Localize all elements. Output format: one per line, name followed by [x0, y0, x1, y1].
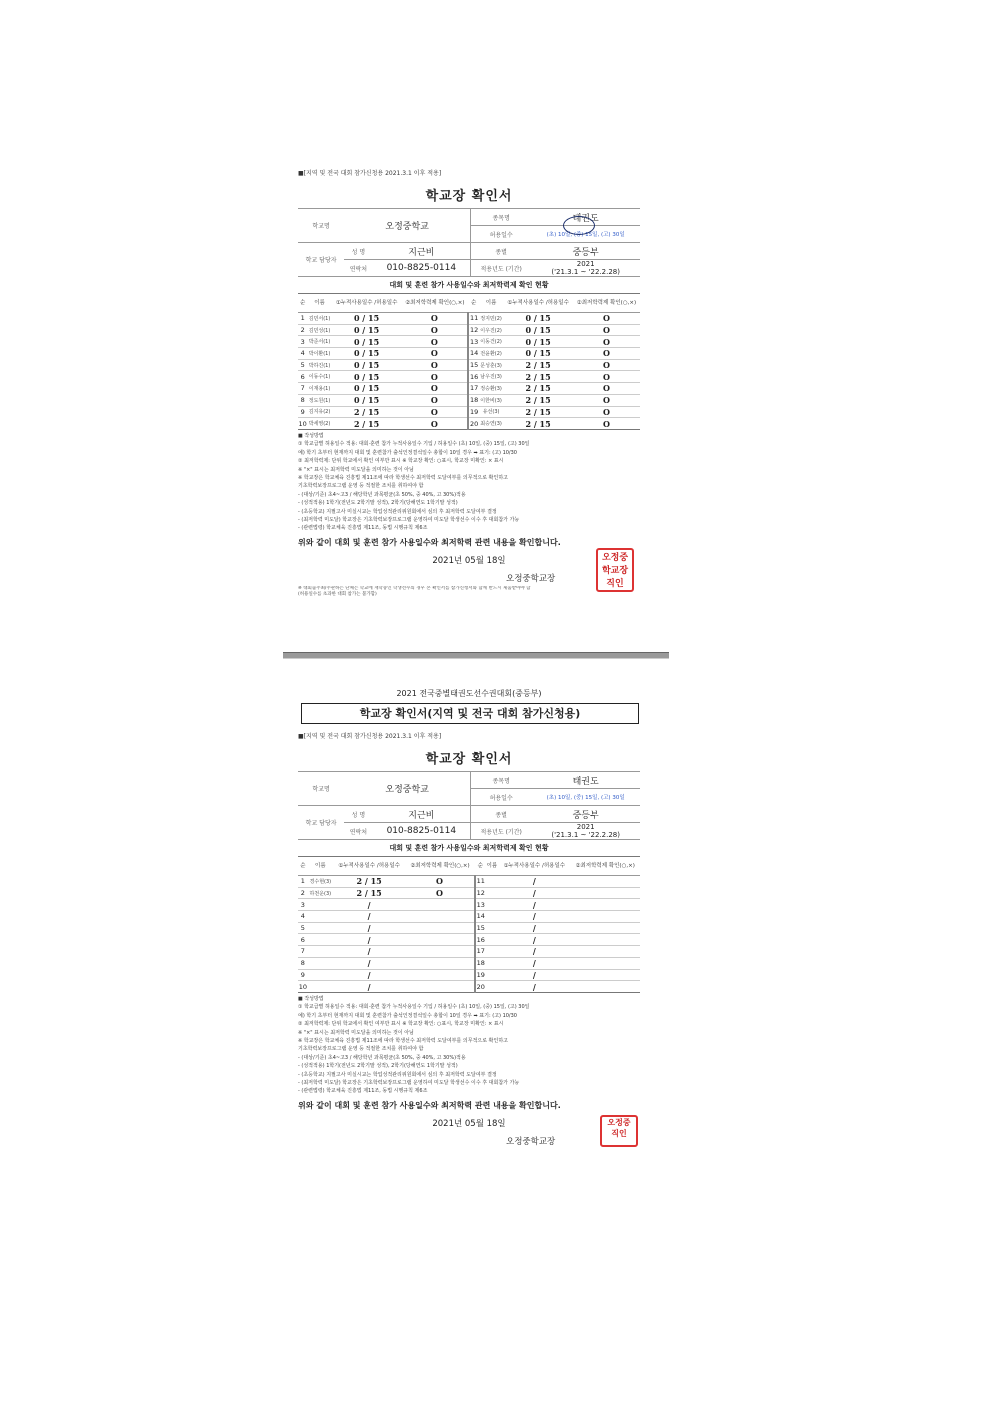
instruction-line: - (대상/기준) 초4~고3 / 해당학년 과목평균(초 50%, 중 40%, 고 30%)적용 [298, 1054, 466, 1061]
row-number: 20 [470, 419, 479, 428]
student-name [486, 957, 498, 969]
academic-check [570, 934, 640, 946]
academic-check: O [573, 336, 640, 348]
student-name [486, 934, 498, 946]
roster-body [298, 313, 640, 430]
academic-check [570, 969, 640, 981]
row-number: 3 [298, 336, 307, 348]
school-label: 학교명 [298, 209, 344, 243]
student-name [486, 969, 498, 981]
footer-line: (허용일수를 초과한 대회 참가는 불가함) [298, 592, 377, 597]
row-number: 16 [476, 935, 485, 944]
days-used: 2 / 15 [503, 371, 573, 383]
table-row [298, 359, 640, 371]
row-number: 14 [470, 349, 479, 358]
table-row [298, 383, 640, 395]
year-label: 적용년도 (기간) [471, 260, 532, 277]
school-name: 오정중학교 [344, 772, 470, 806]
days-used: 0 / 15 [503, 313, 573, 325]
table-row [298, 899, 640, 911]
row-number: 2 [298, 887, 308, 899]
official-seal [600, 1115, 638, 1147]
row-number: 1 [298, 876, 308, 888]
days-used: / [333, 911, 405, 923]
instruction-line: ※ "×" 표시는 최저학력 미도달을 의미하는 것이 아님 [298, 466, 414, 473]
allowed-days-label: 허용일수 [471, 226, 532, 243]
days-used: / [498, 934, 570, 946]
student-name: 정도원(1) [307, 394, 331, 406]
academic-check: O [573, 359, 640, 371]
student-name [308, 981, 333, 993]
table-row [298, 957, 640, 969]
confirmation-statement: 위와 같이 대회 및 훈련 참가 사용일수와 최저학력 관련 내용을 확인합니다. [298, 1100, 561, 1110]
days-used: 2 / 15 [333, 876, 405, 888]
table-row [298, 946, 640, 958]
year: 2021 [576, 823, 595, 831]
table-row [298, 887, 640, 899]
manager-name: 지근비 [373, 806, 471, 823]
student-name: 전윤환(2) [479, 348, 503, 360]
instruction-line: - (관련법령) 학교체육 진흥법 제11조, 동법 시행규칙 제6조 [298, 525, 428, 532]
sport-label: 종목명 [471, 209, 532, 226]
row-number: 2 [298, 324, 307, 336]
roster-body [298, 876, 640, 993]
name-label: 성 명 [344, 806, 372, 823]
academic-check [570, 887, 640, 899]
row-number: 8 [298, 957, 308, 969]
division-label: 종별 [471, 243, 532, 260]
row-number: 12 [470, 326, 479, 335]
instruction-line: - (관련법령) 학교체육 진흥법 제11조, 동법 시행규칙 제6조 [298, 1088, 428, 1095]
days-used: / [498, 957, 570, 969]
table-row [298, 371, 640, 383]
row-number: 13 [476, 900, 485, 909]
row-number: 11 [470, 314, 479, 323]
days-used: 0 / 15 [332, 359, 402, 371]
roster-subtitle: 대회 및 훈련 참가 사용일수와 최저학력제 확인 현황 [389, 844, 549, 852]
student-name: 김지유(2) [307, 406, 331, 418]
days-used: 0 / 15 [503, 336, 573, 348]
days-used: / [498, 887, 570, 899]
year-label: 적용년도 (기간) [471, 823, 532, 840]
division-value: 중등부 [531, 243, 640, 260]
application-note: ■[지역 및 전국 대회 참가신청용 2021.3.1 이후 적용] [298, 733, 442, 740]
col-days: ①누적사용일수 /허용일수 [498, 857, 570, 876]
table-row [298, 969, 640, 981]
days-used: / [498, 922, 570, 934]
row-number: 14 [476, 912, 485, 921]
academic-check [405, 946, 475, 958]
col-no: 순 [298, 294, 307, 313]
certificate-document-2 [298, 731, 640, 1147]
sport-label: 종목명 [471, 772, 532, 789]
academic-check [405, 934, 475, 946]
page-divider [283, 652, 669, 659]
seal-line: 학교장 [601, 566, 629, 576]
days-used: 0 / 15 [332, 383, 402, 395]
col-name: 이름 [486, 857, 498, 876]
student-name: 정승환(3) [479, 383, 503, 395]
instruction-line: 기초학력보장프로그램 운영 등 적절한 조치를 취하여야 함 [298, 1046, 424, 1053]
division-value: 중등부 [531, 806, 640, 823]
academic-check [570, 981, 640, 993]
student-name [308, 946, 333, 958]
col-check: ②최저학력제 확인(○,×) [405, 857, 475, 876]
instruction-line: 예) 학기 초부터 현재까지 대회 및 훈련참가 출석인정결석일수 총합이 10일 경우 ➡ 표기: (고) 10/30 [298, 449, 517, 456]
division-label: 종별 [471, 806, 532, 823]
student-name: 박하진(1) [307, 359, 331, 371]
days-used: 0 / 15 [332, 394, 402, 406]
row-number: 9 [298, 969, 308, 981]
school-name: 오정중학교 [344, 209, 470, 243]
days-used: 0 / 15 [503, 324, 573, 336]
row-number: 11 [476, 877, 485, 886]
row-number: 16 [470, 372, 479, 381]
academic-check: O [573, 324, 640, 336]
academic-check: O [401, 394, 468, 406]
school-info-table [298, 771, 640, 840]
instruction-line: - (성적적용) 1학기(전년도 2학기말 성적), 2학기(당해연도 1학기말 성적) [298, 1063, 458, 1070]
student-name [308, 922, 333, 934]
academic-check: O [573, 313, 640, 325]
student-name [308, 911, 333, 923]
principal-signature: 오정중학교장 [506, 574, 556, 584]
seal-line: 오정중 [607, 1118, 631, 1127]
instruction-line: ※ "×" 표시는 최저학력 미도달을 의미하는 것이 아님 [298, 1029, 414, 1036]
period: ('21.3.1 ~ '22.2.28) [551, 268, 620, 276]
sport-value: 태권도 [531, 772, 640, 789]
instruction-line: - (최저학력 미도달) 학교장은 기초학력보장프로그램 운영하여 미도달 학생선수 이수 후 대회참가 가능 [298, 516, 520, 523]
col-days: ①누적사용일수 /허용일수 [332, 294, 402, 313]
allowed-days-value: (초) 10일, (중) 15일, (고) 30일 [531, 789, 640, 806]
row-number: 18 [476, 959, 485, 968]
row-number: 12 [476, 889, 485, 898]
row-number: 6 [298, 371, 307, 383]
academic-check [405, 922, 475, 934]
instruction-line: - (초등학교) 지필고사 미실시교는 학업성적관리위원회에서 심의 후 최저학력 도달여부 결정 [298, 508, 497, 515]
academic-check [570, 899, 640, 911]
student-name: 남우진(3) [479, 371, 503, 383]
issue-date: 2021년 05월 18일 [432, 1118, 506, 1129]
row-number: 10 [298, 982, 307, 991]
col-no: 순 [468, 294, 478, 313]
instructions-list [298, 1003, 640, 1095]
manager-label: 학교 담당자 [298, 806, 344, 840]
days-used: 0 / 15 [503, 348, 573, 360]
table-row [298, 313, 640, 325]
allowed-days-label: 허용일수 [471, 789, 532, 806]
days-used: / [498, 899, 570, 911]
table-row [298, 876, 640, 888]
instruction-line: ① 학교급별 허용일수 적용: 대회·훈련 참가 누적사용일수 기입 / 허용일수 (초) 10일, (중) 15일, (고) 30일 [298, 1004, 530, 1011]
allowed-days-value: (초) 10일, (중) 15일, (고) 30일 [531, 226, 640, 243]
academic-check: O [401, 336, 468, 348]
roster-subtitle: 대회 및 훈련 참가 사용일수와 최저학력제 확인 현황 [389, 281, 549, 289]
row-number: 8 [298, 394, 307, 406]
seal-line: 직인 [606, 579, 624, 589]
student-name: 문성훈(3) [479, 359, 503, 371]
days-used: / [498, 969, 570, 981]
days-used: 2 / 15 [332, 406, 402, 418]
academic-check: O [401, 359, 468, 371]
table-row [298, 911, 640, 923]
row-number: 17 [476, 947, 485, 956]
days-used: / [333, 934, 405, 946]
student-name [486, 876, 498, 888]
days-used: 0 / 15 [332, 348, 402, 360]
student-name: 이재용(1) [307, 383, 331, 395]
days-used: 2 / 15 [503, 359, 573, 371]
instructions-list [298, 440, 640, 532]
col-name: 이름 [308, 857, 333, 876]
academic-check [405, 969, 475, 981]
document-title: 학교장 확인서 [425, 752, 513, 767]
days-used: 0 / 15 [332, 371, 402, 383]
student-name [486, 922, 498, 934]
days-used: 2 / 15 [333, 887, 405, 899]
student-name [308, 899, 333, 911]
row-number: 15 [476, 924, 485, 933]
row-number: 9 [298, 406, 307, 418]
academic-check: O [401, 406, 468, 418]
days-used: 2 / 15 [503, 406, 573, 418]
academic-check [405, 911, 475, 923]
student-name: 이우진(2) [479, 324, 503, 336]
year-value [531, 823, 640, 840]
name-label: 성 명 [344, 243, 372, 260]
academic-check [405, 899, 475, 911]
row-number: 1 [298, 313, 307, 325]
row-number: 10 [298, 419, 307, 428]
instruction-line: ② 최저학력제: 단위 학교에서 확인 여부만 표시 ※ 학교장 확인: ○표시, 학교장 미확인: × 표시 [298, 458, 504, 465]
application-note: ■[지역 및 전국 대회 참가신청용 2021.3.1 이후 적용] [298, 170, 442, 177]
days-used: / [333, 957, 405, 969]
student-name: 김민서(1) [307, 313, 331, 325]
days-used: / [498, 981, 570, 993]
issue-date: 2021년 05월 18일 [432, 555, 506, 566]
instruction-line: 예) 학기 초부터 현재까지 대회 및 훈련참가 출석인정결석일수 총합이 10일 경우 ➡ 표기: (고) 10/30 [298, 1012, 517, 1019]
academic-check: O [405, 887, 475, 899]
table-row [298, 324, 640, 336]
academic-check: O [401, 348, 468, 360]
year: 2021 [576, 260, 595, 268]
col-days: ①누적사용일수 /허용일수 [333, 857, 405, 876]
row-number: 19 [470, 407, 479, 416]
academic-check: O [573, 383, 640, 395]
col-check: ②최저학력제 확인(○,×) [573, 294, 640, 313]
academic-check: O [401, 418, 468, 430]
instruction-line: - (성적적용) 1학기(전년도 2학기말 성적), 2학기(당해연도 1학기말 성적) [298, 500, 458, 507]
row-number: 7 [298, 383, 307, 395]
days-used: / [333, 946, 405, 958]
days-used: 2 / 15 [332, 418, 402, 430]
student-name [308, 969, 333, 981]
academic-check [570, 946, 640, 958]
academic-check: O [401, 383, 468, 395]
instruction-line: - (최저학력 미도달) 학교장은 기초학력보장프로그램 운영하여 미도달 학생선수 이수 후 대회참가 가능 [298, 1079, 520, 1086]
days-used: / [498, 911, 570, 923]
table-row [298, 418, 640, 430]
row-number: 17 [470, 384, 479, 393]
days-used: / [498, 946, 570, 958]
roster-table [298, 856, 640, 993]
student-name [486, 911, 498, 923]
academic-check: O [573, 418, 640, 430]
col-check: ②최저학력제 확인(○,×) [401, 294, 468, 313]
days-used: 2 / 15 [503, 383, 573, 395]
days-used: / [333, 899, 405, 911]
instruction-line: 기초학력보장프로그램 운영 등 적절한 조치를 취하여야 함 [298, 483, 424, 490]
student-name [486, 899, 498, 911]
period: ('21.3.1 ~ '22.2.28) [551, 831, 620, 839]
student-name [308, 957, 333, 969]
row-number: 7 [298, 946, 308, 958]
col-days: ①누적사용일수 /허용일수 [503, 294, 573, 313]
footer-line: ※ 대회출주최/주관하는 단체는 학교에 재학중인 학생선수의 경우 본 확인서를 참가신청서와 함께 반드시 제출받아야 함 [298, 586, 531, 591]
academic-check: O [573, 406, 640, 418]
row-number: 3 [298, 899, 308, 911]
contact-label: 연락처 [344, 823, 372, 840]
academic-check: O [573, 371, 640, 383]
handwritten-circle [563, 216, 595, 235]
row-number: 5 [298, 922, 308, 934]
row-number: 13 [470, 337, 479, 346]
col-name: 이름 [479, 294, 503, 313]
manager-name: 지근비 [373, 243, 471, 260]
table-row [298, 348, 640, 360]
academic-check [570, 922, 640, 934]
row-number: 4 [298, 911, 308, 923]
student-name: 하천운(3) [308, 887, 333, 899]
student-name [308, 934, 333, 946]
confirmation-statement: 위와 같이 대회 및 훈련 참가 사용일수와 최저학력 관련 내용을 확인합니다. [298, 537, 561, 547]
table-row [298, 934, 640, 946]
academic-check [570, 876, 640, 888]
contact-value: 010-8825-0114 [373, 823, 471, 840]
instruction-line: ② 최저학력제: 단위 학교에서 확인 여부만 표시 ※ 학교장 확인: ○표시, 학교장 미확인: × 표시 [298, 1021, 504, 1028]
year-value [531, 260, 640, 277]
footer-note [298, 586, 640, 598]
student-name: 이동수(1) [307, 371, 331, 383]
table-row [298, 981, 640, 993]
table-row [298, 406, 640, 418]
col-name: 이름 [307, 294, 331, 313]
academic-check [405, 957, 475, 969]
academic-check: O [573, 394, 640, 406]
student-name: 경수현(3) [308, 876, 333, 888]
instruction-line: - (초등학교) 지필고사 미실시교는 학업성적관리위원회에서 심의 후 최저학력 도달여부 결정 [298, 1071, 497, 1078]
days-used: 2 / 15 [503, 394, 573, 406]
sport-value: 태권도 [531, 209, 640, 226]
table-row [298, 394, 640, 406]
days-used: 0 / 15 [332, 313, 402, 325]
instruction-line: ※ 학교장은 학교체육 진흥법 제11조에 따라 학생선수 최저학력 도달여부를 의무적으로 확인하고 [298, 474, 508, 481]
instruction-line: ① 학교급별 허용일수 적용: 대회·훈련 참가 누적사용일수 기입 / 허용일수 (초) 10일, (중) 15일, (고) 30일 [298, 441, 530, 448]
instructions [298, 432, 640, 533]
academic-check: O [573, 348, 640, 360]
academic-check: O [401, 324, 468, 336]
days-used: 0 / 15 [332, 336, 402, 348]
table-row [298, 336, 640, 348]
student-name: 유선(3) [479, 406, 503, 418]
student-name [486, 887, 498, 899]
academic-check: O [401, 371, 468, 383]
student-name: 박세영(2) [307, 418, 331, 430]
student-name: 김민성(1) [307, 324, 331, 336]
days-used: 2 / 15 [503, 418, 573, 430]
student-name [486, 946, 498, 958]
boxed-title: 학교장 확인서(지역 및 전국 대회 참가신청용) [301, 703, 639, 724]
seal-line: 오정중 [601, 553, 629, 563]
school-label: 학교명 [298, 772, 344, 806]
instruction-line: - (대상/기준) 초4~고3 / 해당학년 과목평균(초 50%, 중 40%, 고 30%)적용 [298, 491, 466, 498]
seal-line: 직인 [611, 1129, 627, 1138]
roster-table [298, 293, 640, 430]
instructions [298, 995, 640, 1096]
col-check: ②최저학력제 확인(○,×) [570, 857, 640, 876]
student-name: 이한비(3) [479, 394, 503, 406]
competition-title: 2021 전국중별태권도선수권대회(중등부) [396, 689, 542, 698]
student-name: 박이환(1) [307, 348, 331, 360]
document-title: 학교장 확인서 [425, 189, 513, 204]
manager-label: 학교 담당자 [298, 243, 344, 277]
row-number: 5 [298, 359, 307, 371]
student-name: 최승연(3) [479, 418, 503, 430]
academic-check [405, 981, 475, 993]
days-used: 0 / 15 [332, 324, 402, 336]
col-no: 순 [475, 857, 486, 876]
row-number: 4 [298, 348, 307, 360]
row-number: 15 [470, 361, 479, 370]
row-number: 6 [298, 934, 308, 946]
academic-check: O [405, 876, 475, 888]
student-name: 정지민(2) [479, 313, 503, 325]
row-number: 18 [470, 396, 479, 405]
days-used: / [333, 981, 405, 993]
col-no: 순 [298, 857, 308, 876]
days-used: / [498, 876, 570, 888]
academic-check: O [401, 313, 468, 325]
student-name [486, 981, 498, 993]
row-number: 20 [476, 982, 485, 991]
instructions-title: ■ 작성방법 [298, 432, 324, 439]
days-used: / [333, 969, 405, 981]
contact-label: 연락처 [344, 260, 372, 277]
table-row [298, 922, 640, 934]
contact-value: 010-8825-0114 [373, 260, 471, 277]
student-name: 박준서(1) [307, 336, 331, 348]
student-name: 이동건(2) [479, 336, 503, 348]
instructions-title: ■ 작성방법 [298, 995, 324, 1002]
days-used: / [333, 922, 405, 934]
row-number: 19 [476, 970, 485, 979]
instruction-line: ※ 학교장은 학교체육 진흥법 제11조에 따라 학생선수 최저학력 도달여부를 의무적으로 확인하고 [298, 1037, 508, 1044]
academic-check [570, 911, 640, 923]
principal-signature: 오정중학교장 [506, 1137, 556, 1147]
academic-check [570, 957, 640, 969]
